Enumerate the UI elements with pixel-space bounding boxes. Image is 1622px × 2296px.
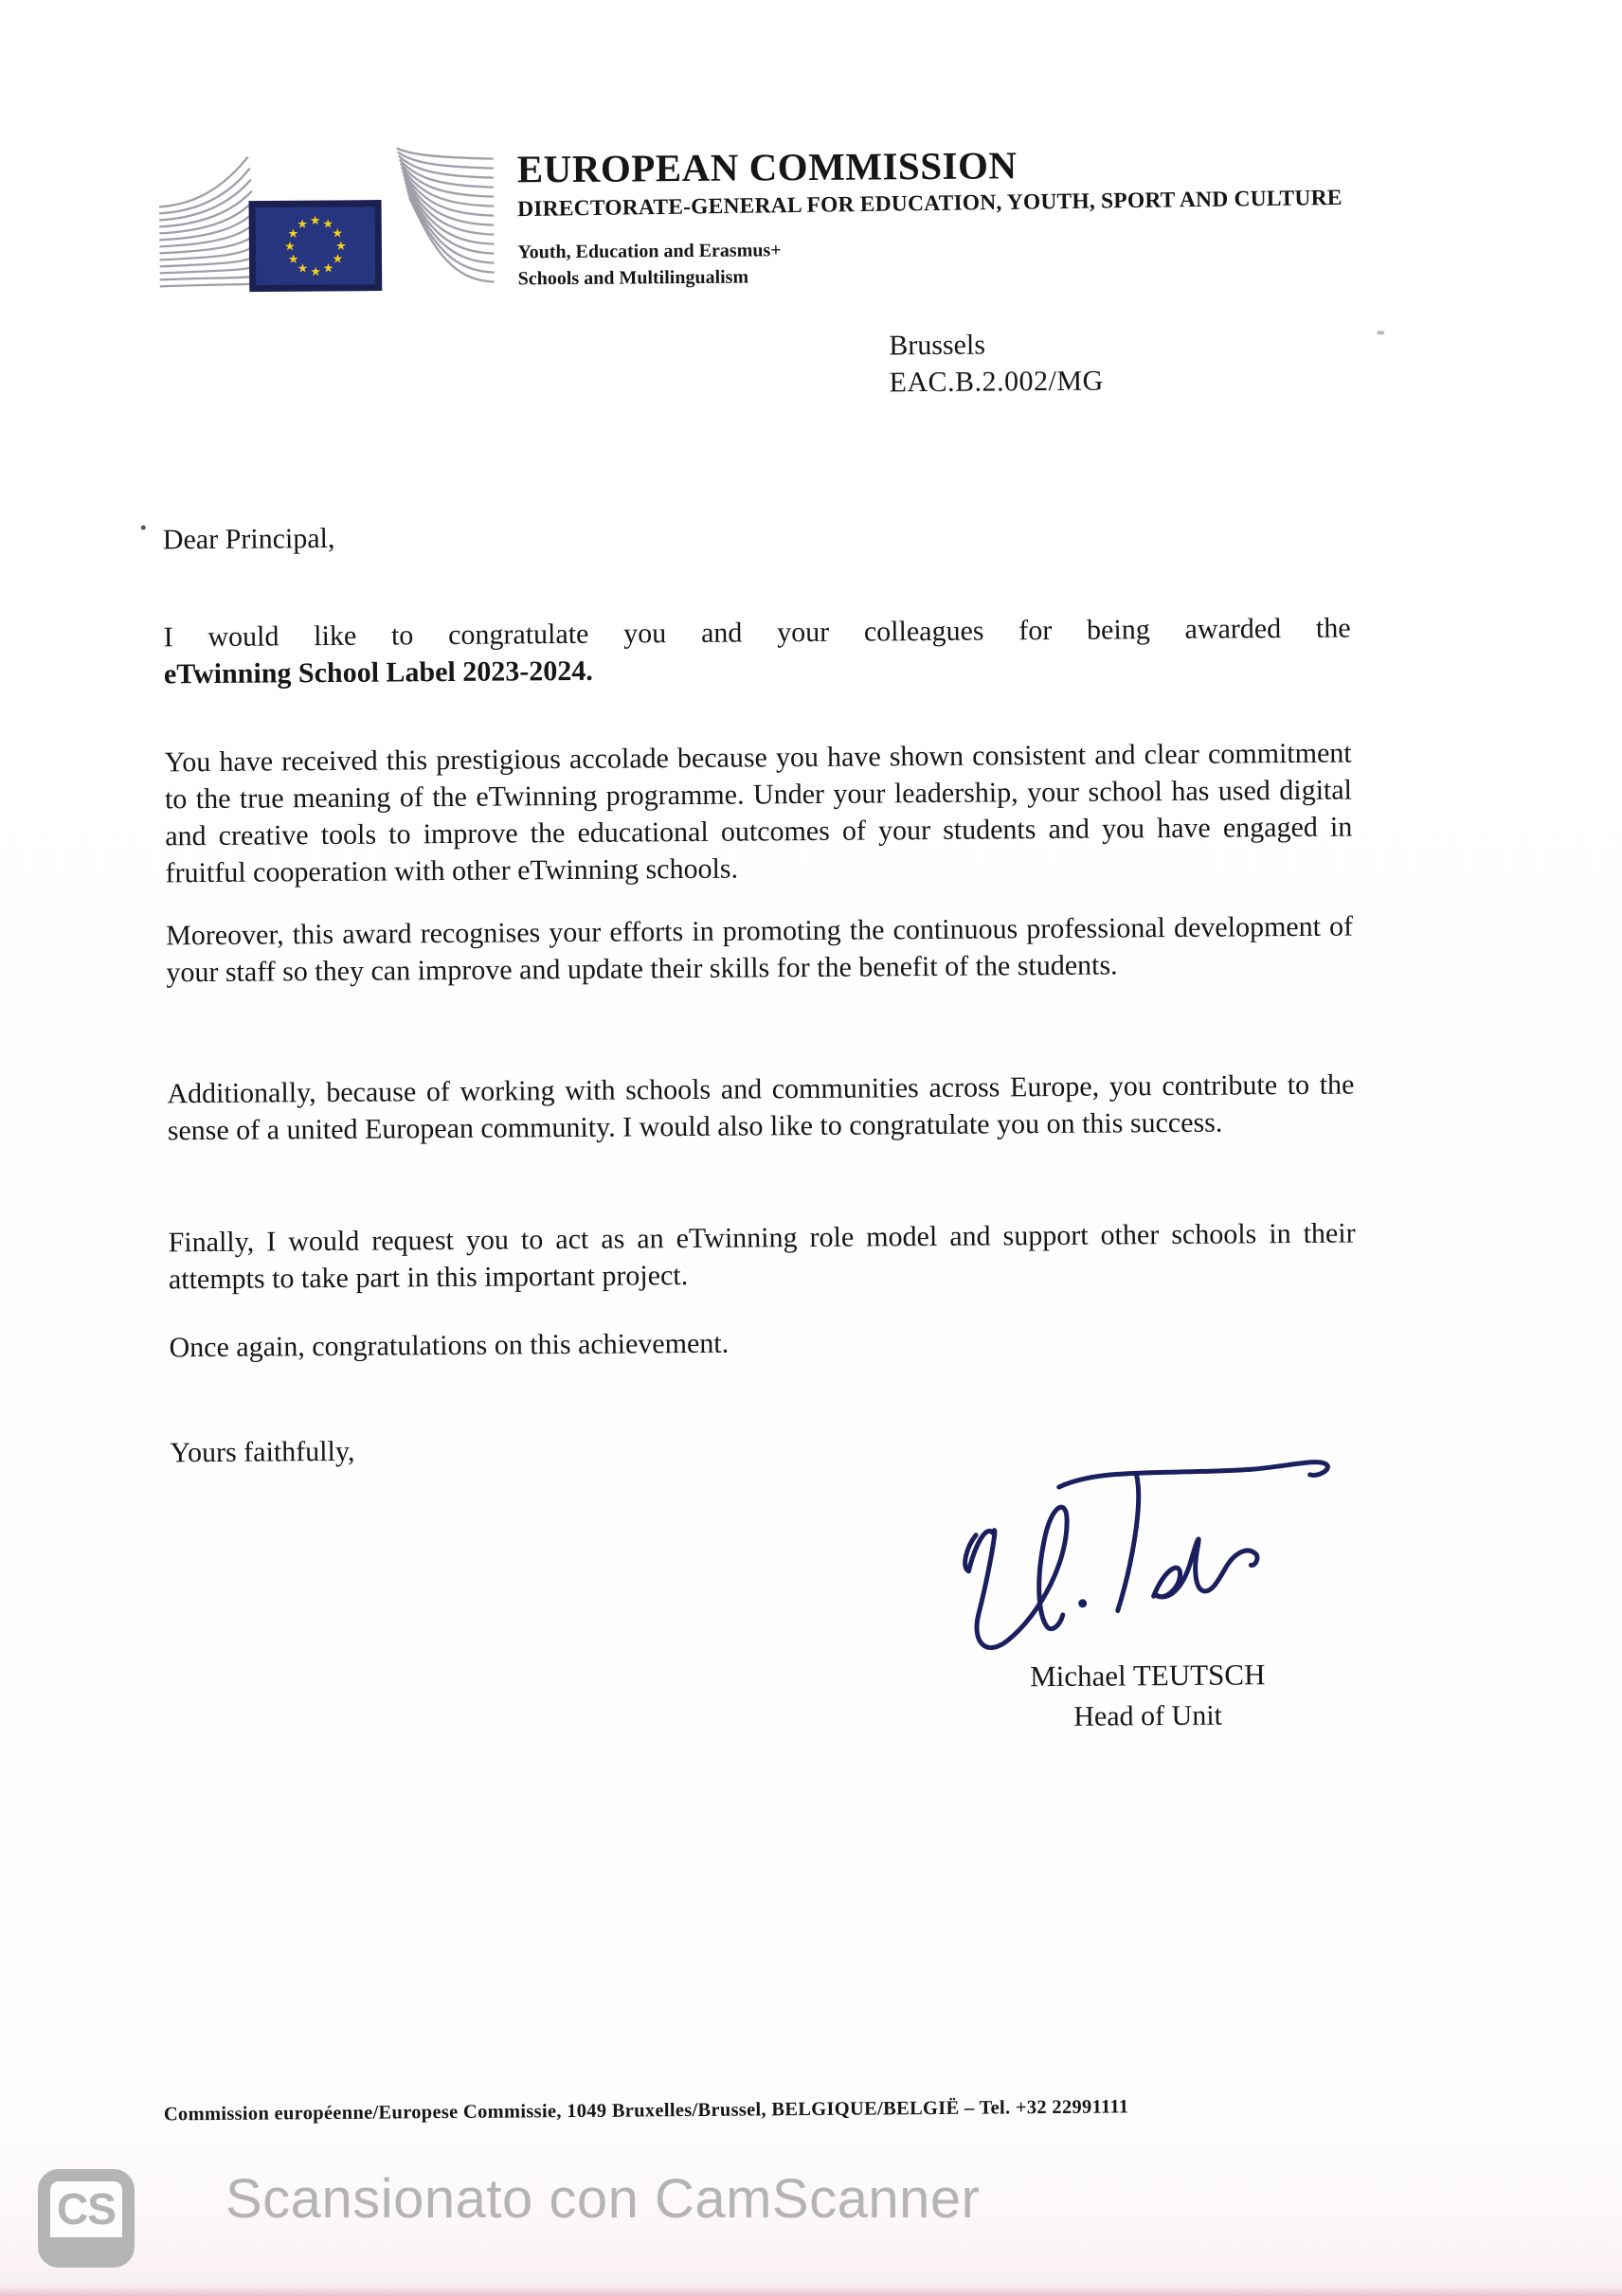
svg-text:★: ★ (322, 261, 334, 277)
camscanner-watermark-text: Scansionato con CamScanner (225, 2168, 981, 2230)
logo-lines-right (397, 148, 495, 283)
svg-text:★: ★ (310, 265, 322, 280)
salutation: Dear Principal, (162, 522, 335, 556)
paragraph-4: Additionally, because of working with schools and communities across Europe, you contribute to the sense of a united European community. I would also like to congratulate you on this success. (167, 1068, 1355, 1147)
signer-name: Michael TEUTSCH (1030, 1658, 1266, 1694)
svg-text:★: ★ (309, 214, 321, 229)
svg-text:★: ★ (332, 226, 344, 242)
camscanner-icon-label: CS (57, 2184, 116, 2233)
svg-text:★: ★ (287, 252, 299, 267)
scan-artifact-dot (141, 526, 146, 530)
svg-text:★: ★ (332, 252, 344, 267)
signature-block (963, 1658, 1333, 1734)
footer-address: Commission européenne/Europese Commissie, 1049 Bruxelles/Brussel, BELGIQUE/BELGIË – Tel. +32 22991111 (163, 2096, 1129, 2126)
paragraph-3: Moreover, this award recognises your efforts in promoting the continuous professional development of your staff so they can improve and update their skills for the benefit of the students. (165, 910, 1354, 989)
european-commission-logo-icon (157, 138, 501, 298)
scan-artifact-mark (1377, 331, 1384, 334)
svg-text:★: ★ (297, 261, 309, 277)
camscanner-watermark (0, 2161, 1622, 2270)
eu-flag-icon (252, 204, 379, 289)
paragraph-2: You have received this prestigious accolade because you have shown consistent and clear commitment to the true meaning of the eTwinning programme. Under your leadership, your school has used digital and creative tools to improve the educational outcomes of your students and you have engaged in fruitful cooperation with other eTwinning schools. (164, 737, 1353, 889)
camscanner-icon (38, 2169, 135, 2268)
logo-lines-left (159, 157, 253, 287)
camscanner-icon-chin (50, 2237, 122, 2255)
svg-text:★: ★ (322, 217, 334, 232)
dateline-city: Brussels (889, 329, 986, 362)
signature-ink (937, 1454, 1365, 1680)
paragraph-5: Finally, I would request you to act as an eTwinning role model and support other schools in their attempts to take part in this important project. (168, 1217, 1356, 1296)
scan-bottom-edge (0, 2285, 1622, 2296)
unit-line-1: Youth, Education and Erasmus+ (517, 240, 782, 263)
svg-text:★: ★ (287, 226, 299, 242)
svg-text:★: ★ (297, 217, 309, 232)
organization-title: EUROPEAN COMMISSION (516, 143, 1018, 191)
closing-line: Yours faithfully, (170, 1435, 355, 1469)
svg-text:★: ★ (335, 239, 347, 254)
unit-line-2: Schools and Multilingualism (517, 266, 749, 290)
paragraph-1 (163, 610, 1351, 693)
paragraph-1-text: I would like to congratulate you and your colleagues for being awarded the (163, 612, 1351, 654)
signer-title: Head of Unit (1073, 1699, 1223, 1732)
paragraph-1-bold-label: eTwinning School Label 2023-2024. (163, 655, 593, 691)
dateline-reference: EAC.B.2.002/MG (889, 365, 1104, 399)
paragraph-6: Once again, congratulations on this achievement. (169, 1327, 730, 1364)
directorate-line: DIRECTORATE-GENERAL FOR EDUCATION, YOUTH, SPORT AND CULTURE (516, 185, 1343, 223)
svg-text:★: ★ (284, 240, 296, 255)
